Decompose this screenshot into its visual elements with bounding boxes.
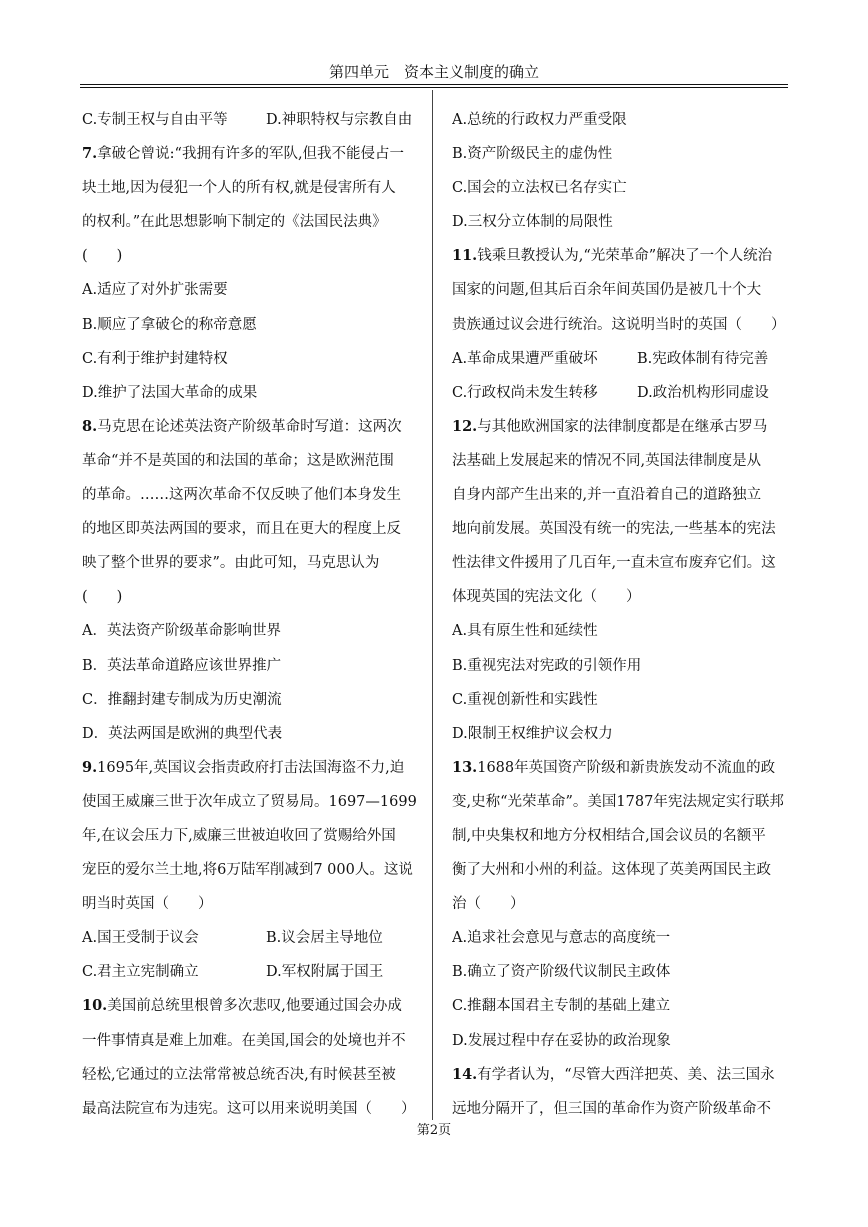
text-line: 块土地,因为侵犯一个人的所有权,就是侵害所有人 xyxy=(82,180,396,197)
option: D.发展过程中存在妥协的政治现象 xyxy=(452,1032,671,1049)
option: D.维护了法国大革命的成果 xyxy=(82,384,258,401)
question-14-stem: 14.有学者认为，“尽管大西洋把英、美、法三国永 xyxy=(452,1065,775,1083)
header-rule-thin xyxy=(80,87,788,88)
option: A.革命成果遭严重破坏 xyxy=(452,350,598,367)
answer-blank: ( ) xyxy=(82,248,123,265)
option-row xyxy=(452,376,792,410)
header-rule xyxy=(80,84,788,85)
option: C．推翻封建专制成为历史潮流 xyxy=(82,691,282,708)
option: B.顺应了拿破仑的称帝意愿 xyxy=(82,316,257,333)
option: B.议会居主导地位 xyxy=(266,930,383,947)
question-7-stem: 7.拿破仑曾说:“我拥有许多的军队,但我不能侵占一 xyxy=(82,145,405,163)
answer-blank: ( ) xyxy=(82,589,123,606)
option: B.重视宪法对宪政的引领作用 xyxy=(452,657,642,674)
option: C.君主立宪制确立 xyxy=(82,964,199,981)
question-number: 12. xyxy=(452,417,478,435)
left-column xyxy=(82,103,422,1126)
question-12-stem: 12.与其他欧洲国家的法律制度都是在继承古罗马 xyxy=(452,417,768,435)
text-line: 贵族通过议会进行统治。这说明当时的英国（ ） xyxy=(452,316,786,333)
text-line: 变,史称“光荣革命”。美国1787年宪法规定实行联邦 xyxy=(452,793,784,810)
question-number: 7. xyxy=(82,145,98,163)
text-line: 衡了大州和小州的利益。这体现了英美两国民主政 xyxy=(452,862,771,879)
text-line: 轻松,它通过的立法常常被总统否决,有时候甚至被 xyxy=(82,1066,396,1083)
question-number: 10. xyxy=(82,997,108,1015)
text-line: 性法律文件援用了几百年,一直未宣布废弃它们。这 xyxy=(452,555,776,572)
text-line: 年,在议会压力下,威廉三世被迫收回了赏赐给外国 xyxy=(82,827,396,844)
option: D.限制王权维护议会权力 xyxy=(452,725,613,742)
text-line: 体现英国的宪法文化（ ） xyxy=(452,589,641,606)
text-line: 治（ ） xyxy=(452,896,525,913)
option: A.国王受制于议会 xyxy=(82,930,199,947)
question-9-stem: 9.1695年,英国议会指责政府打击法国海盗不力,迫 xyxy=(82,758,405,776)
option: B．英法革命道路应该世界推广 xyxy=(82,657,282,674)
question-10-stem: 10.美国前总统里根曾多次悲叹,他要通过国会办成 xyxy=(82,997,402,1015)
text-line: 最高法院宣布为违宪。这可以用来说明美国（ ） xyxy=(82,1100,416,1117)
option: D．英法两国是欧洲的典型代表 xyxy=(82,725,283,742)
option: B.宪政体制有待完善 xyxy=(637,350,769,367)
text-line: 宠臣的爱尔兰土地,将6万陆军削减到7 000人。这说 xyxy=(82,862,413,879)
option: D.三权分立体制的局限性 xyxy=(452,214,613,231)
text-line: 映了整个世界的要求”。由此可知，马克思认为 xyxy=(82,555,380,572)
option: D.政治机构形同虚设 xyxy=(637,384,769,401)
option-row xyxy=(452,342,792,376)
text-line: 的地区即英法两国的要求，而且在更大的程度上反 xyxy=(82,521,401,538)
question-number: 13. xyxy=(452,758,478,776)
question-13-stem: 13.1688年英国资产阶级和新贵族发动不流血的政 xyxy=(452,758,776,776)
option: C.国会的立法权已名存实亡 xyxy=(452,180,627,197)
text-line: 明当时英国（ ） xyxy=(82,896,213,913)
text-line: 的权利。”在此思想影响下制定的《法国民法典》 xyxy=(82,214,387,231)
option: C.有利于维护封建特权 xyxy=(82,350,228,367)
page-number: 第2页 xyxy=(416,1123,452,1138)
option: B.确立了资产阶级代议制民主政体 xyxy=(452,964,671,981)
option-row xyxy=(82,921,422,955)
option: D.军权附属于国王 xyxy=(266,964,384,981)
option: C.专制王权与自由平等 xyxy=(82,112,228,128)
question-number: 14. xyxy=(452,1065,478,1083)
text-line: 自身内部产生出来的,并一直沿着自己的道路独立 xyxy=(452,487,762,504)
option: C.重视创新性和实践性 xyxy=(452,691,598,708)
option-row xyxy=(82,103,422,137)
question-11-stem: 11.钱乘旦教授认为,“光荣革命”解决了一个人统治 xyxy=(452,247,773,265)
question-number: 11. xyxy=(452,247,478,265)
text-line: 一件事情真是难上加难。在美国,国会的处境也并不 xyxy=(82,1032,406,1049)
option: C.推翻本国君主专制的基础上建立 xyxy=(452,998,671,1015)
option: A.适应了对外扩张需要 xyxy=(82,282,228,299)
option: A.追求社会意见与意志的高度统一 xyxy=(452,930,671,947)
right-column xyxy=(452,103,792,1126)
text-line: 远地分隔开了，但三国的革命作为资产阶级革命不 xyxy=(452,1100,771,1117)
text-line: 地向前发展。英国没有统一的宪法,一些基本的宪法 xyxy=(452,521,776,538)
option: A.具有原生性和延续性 xyxy=(452,623,598,640)
text-line: 法基础上发展起来的情况不同,英国法律制度是从 xyxy=(452,452,762,469)
option: B.资产阶级民主的虚伪性 xyxy=(452,146,613,163)
question-number: 8. xyxy=(82,417,98,435)
page-header-title: 第四单元 资本主义制度的确立 xyxy=(328,63,539,81)
column-divider xyxy=(432,90,433,1120)
text-line: 制,中央集权和地方分权相结合,国会议员的名额平 xyxy=(452,827,766,844)
option: A．英法资产阶级革命影响世界 xyxy=(82,623,281,640)
option: A.总统的行政权力严重受限 xyxy=(452,112,627,128)
option-row xyxy=(82,955,422,989)
question-number: 9. xyxy=(82,758,98,776)
text-line: 国家的问题,但其后百余年间英国仍是被几十个大 xyxy=(452,282,762,299)
text-line: 的革命。……这两次革命不仅反映了他们本身发生 xyxy=(82,487,401,504)
question-8-stem: 8.马克思在论述英法资产阶级革命时写道：这两次 xyxy=(82,417,402,435)
option: D.神职特权与宗教自由 xyxy=(266,112,413,128)
text-line: 革命“并不是英国的和法国的革命；这是欧洲范围 xyxy=(82,452,394,469)
text-line: 使国王威廉三世于次年成立了贸易局。1697—1699 xyxy=(82,793,417,810)
option: C.行政权尚未发生转移 xyxy=(452,384,598,401)
